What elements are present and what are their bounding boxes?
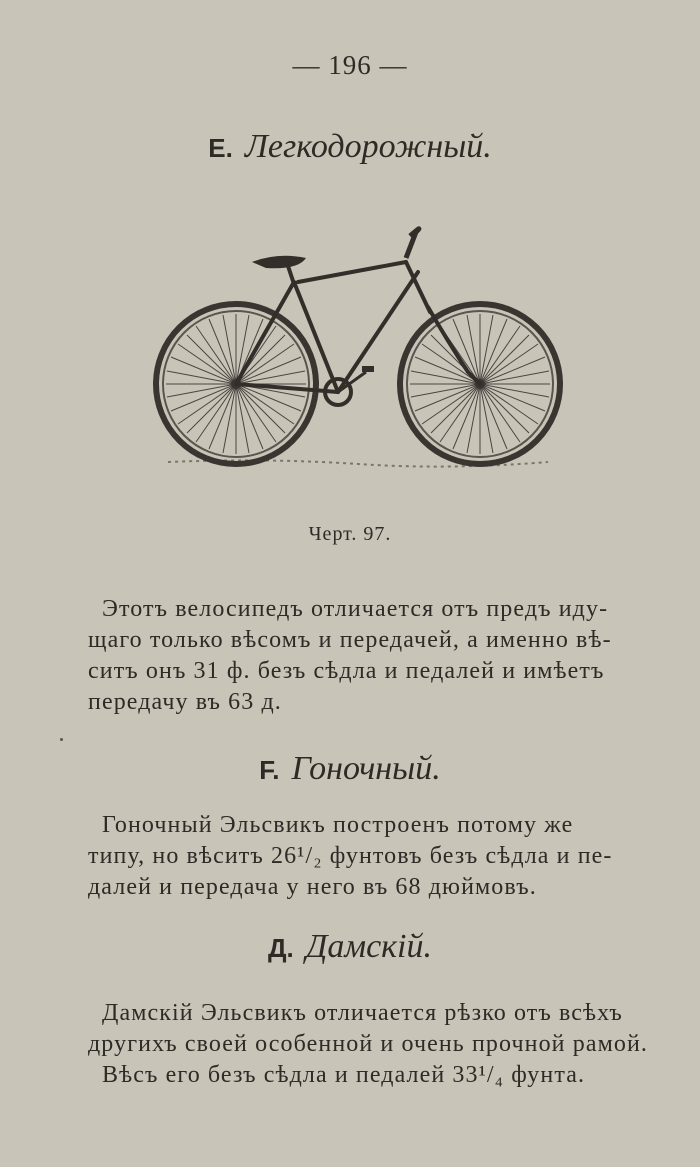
- section-f-title: Гоночный.: [291, 750, 441, 787]
- paragraph-3-line: Дамскій Эльсвикъ отличается рѣзко отъ всѣхъ: [102, 1000, 623, 1026]
- section-e-heading: [0, 128, 700, 166]
- ink-speck: [60, 738, 63, 741]
- paragraph-3-line: другихъ своей особенной и очень прочной рамой.: [88, 1031, 649, 1057]
- paragraph-2-line: типу, но вѣситъ 26¹/₂ фунтовъ безъ сѣдла и пе-: [88, 843, 613, 869]
- bicycle-illustration: [148, 222, 568, 480]
- page-number: — 196 —: [292, 50, 408, 80]
- paragraph-3: [88, 998, 666, 1091]
- paragraph-2: [88, 810, 666, 903]
- section-d-title: Дамскій.: [305, 928, 433, 965]
- section-d-heading: [0, 928, 700, 966]
- paragraph-1-line: передачу въ 63 д.: [88, 689, 282, 715]
- figure-caption: Черт. 97.: [308, 523, 392, 545]
- paragraph-3-line: Вѣсъ его безъ сѣдла и педалей 33¹/₄ фунта.: [102, 1062, 586, 1088]
- section-f-letter: F.: [259, 755, 280, 785]
- section-d-letter: Д.: [267, 933, 294, 963]
- paragraph-1-line: ситъ онъ 31 ф. безъ сѣдла и педалей и имѣетъ: [88, 658, 605, 684]
- section-f-heading: [0, 750, 700, 788]
- paragraph-1: [88, 594, 666, 718]
- paragraph-1-line: Этотъ велосипедъ отличается отъ предъ иду-: [102, 596, 609, 622]
- paragraph-1-line: щаго только вѣсомъ и передачей, а именно вѣ-: [88, 627, 612, 653]
- section-e-title: Легкодорожный.: [244, 128, 492, 165]
- paragraph-2-line: далей и передача у него въ 68 дюймовъ.: [88, 874, 537, 900]
- paragraph-2-line: Гоночный Эльсвикъ построенъ потому же: [102, 812, 574, 838]
- section-e-letter: E.: [208, 133, 233, 163]
